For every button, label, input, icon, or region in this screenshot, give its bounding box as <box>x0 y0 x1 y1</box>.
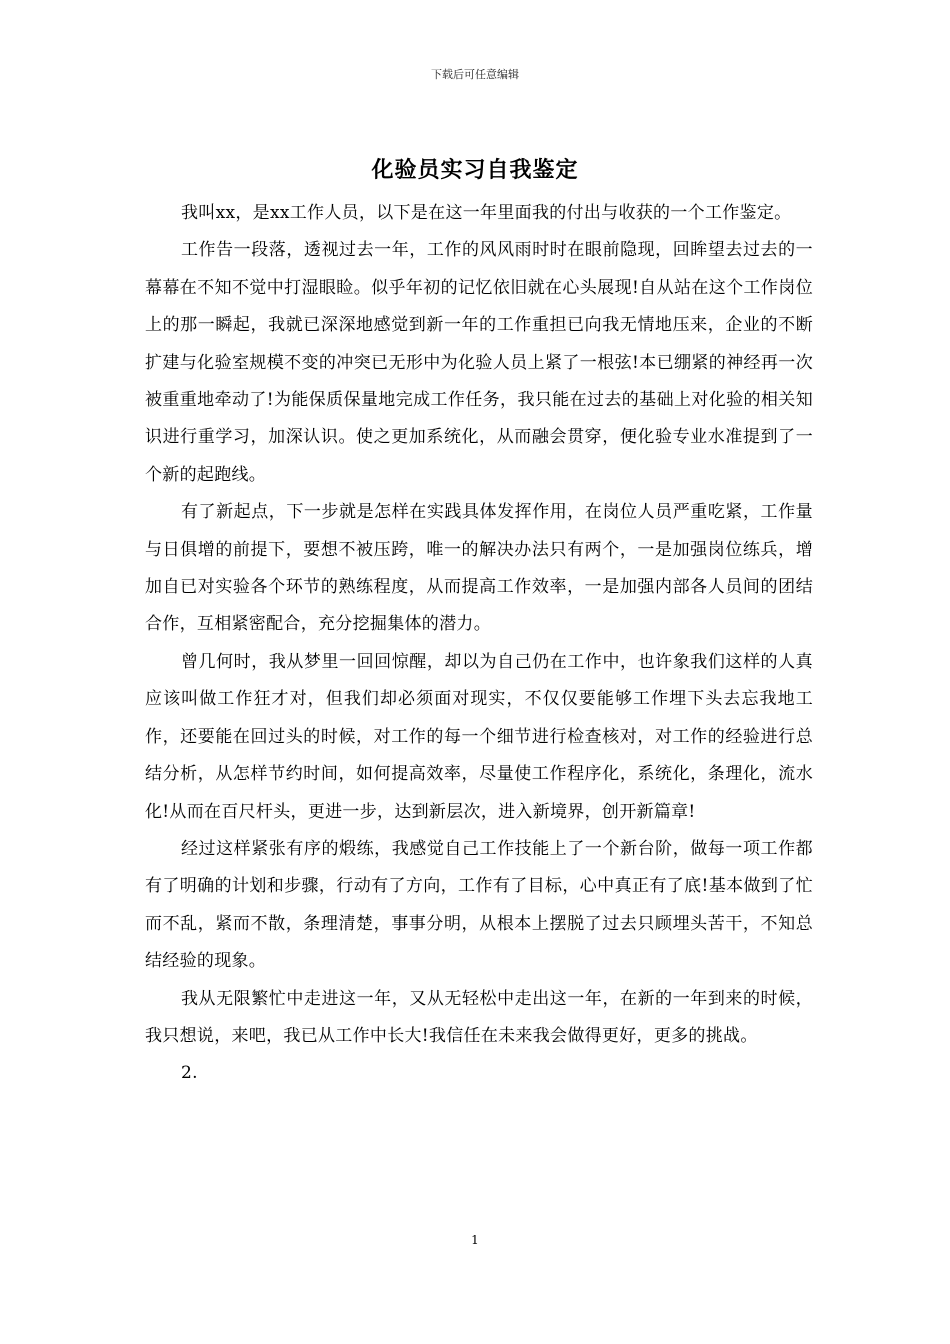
paragraph: 经过这样紧张有序的煅练，我感觉自己工作技能上了一个新台阶，做每一项工作都有了明确的计划和步骤，行动有了方向，工作有了目标，心中真正有了底!基本做到了忙而不乱，紧而不散，条理清楚，事事分明，从根本上摆脱了过去只顾埋头苦干，不知总结经验的现象。 <box>145 838 813 972</box>
document-title: 化验员实习自我鉴定 <box>371 157 579 183</box>
paragraph: 我叫xx，是xx工作人员，以下是在这一年里面我的付出与收获的一个工作鉴定。 <box>181 203 792 223</box>
paragraph: 我从无限繁忙中走进这一年，又从无轻松中走出这一年，在新的一年到来的时候，我只想说，来吧，我已从工作中长大!我信任在未来我会做得更好，更多的挑战。 <box>145 988 813 1046</box>
paragraph: 曾几何时，我从梦里一回回惊醒，却以为自己仍在工作中，也许象我们这样的人真应该叫做工作狂才对，但我们却必须面对现实，不仅仅要能够工作埋下头去忘我地工作，还要能在回过头的时候，对工作的每一个细节进行检查核对，对工作的经验进行总结分析，从怎样节约时间，如何提高效率，尽量使工作程序化，系统化，条理化，流水化!从而在百尺杆头，更进一步，达到新层次，进入新境界，创开新篇章! <box>145 651 813 822</box>
paragraph-number: 2. <box>181 1063 198 1084</box>
document-body <box>145 195 813 1093</box>
paragraph: 有了新起点，下一步就是怎样在实践具体发挥作用，在岗位人员严重吃紧，工作量与日俱增的前提下，要想不被压跨，唯一的解决办法只有两个，一是加强岗位练兵，增加自已对实验各个环节的熟练程度，从而提高工作效率，一是加强内部各人员间的团结合作，互相紧密配合，充分挖掘集体的潜力。 <box>145 502 813 635</box>
header-note: 下载后可任意编辑 <box>431 68 519 81</box>
page-number: 1 <box>471 1233 479 1247</box>
paragraph: 工作告一段落，透视过去一年，工作的风风雨时时在眼前隐现，回眸望去过去的一幕幕在不知不觉中打湿眼睑。似乎年初的记忆依旧就在心头展现!自从站在这个工作岗位上的那一瞬起，我就已深深地感觉到新一年的工作重担已向我无情地压来，企业的不断扩建与化验室规模不变的冲突已无形中为化验人员上紧了一根弦!本已绷紧的神经再一次被重重地牵动了!为能保质保量地完成工作任务，我只能在过去的基础上对化验的相关知识进行重学习，加深认识。使之更加系统化，从而融会贯穿，便化验专业水准提到了一个新的起跑线。 <box>145 240 813 485</box>
